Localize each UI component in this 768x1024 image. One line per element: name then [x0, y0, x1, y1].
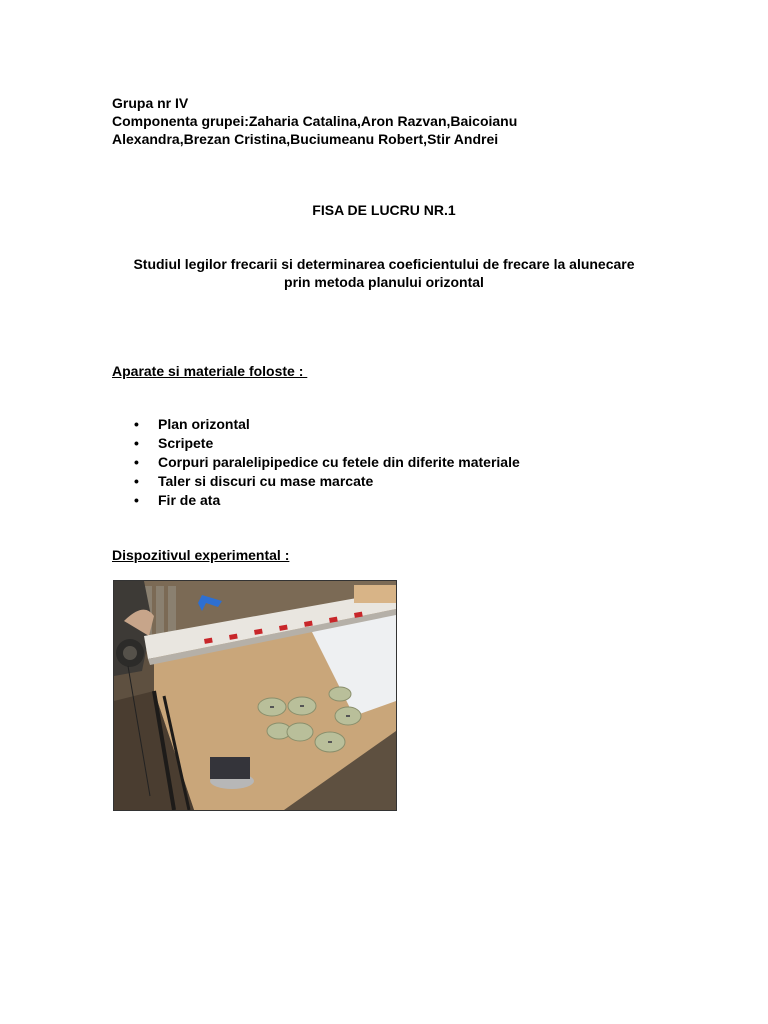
material-item-label: Taler si discuri cu mase marcate: [158, 473, 374, 489]
study-title-line-1: Studiul legilor frecarii si determinarea coeficientului de frecare la alunecare: [133, 256, 635, 272]
material-item-label: Plan orizontal: [158, 416, 250, 432]
bullet-icon: •: [134, 435, 139, 451]
setup-heading: Dispozitivul experimental :: [112, 547, 290, 563]
group-members-line-2: Alexandra,Brezan Cristina,Buciumeanu Robert,Stir Andrei: [112, 131, 499, 147]
group-number: Grupa nr IV: [112, 95, 189, 111]
bullet-icon: •: [134, 454, 139, 470]
group-members-line-1: Componenta grupei:Zaharia Catalina,Aron Razvan,Baicoianu: [112, 113, 518, 129]
material-item-label: Scripete: [158, 435, 214, 451]
materials-heading: Aparate si materiale foloste :: [112, 363, 308, 379]
study-title-line-2: prin metoda planului orizontal: [284, 274, 484, 290]
material-item-label: Corpuri paralelipipedice cu fetele din diferite materiale: [158, 454, 520, 470]
bullet-icon: •: [134, 492, 139, 508]
experimental-setup-photo: [113, 580, 397, 811]
material-item-label: Fir de ata: [158, 492, 221, 508]
bullet-icon: •: [134, 416, 139, 432]
worksheet-title: FISA DE LUCRU NR.1: [312, 202, 456, 218]
bullet-icon: •: [134, 473, 139, 489]
